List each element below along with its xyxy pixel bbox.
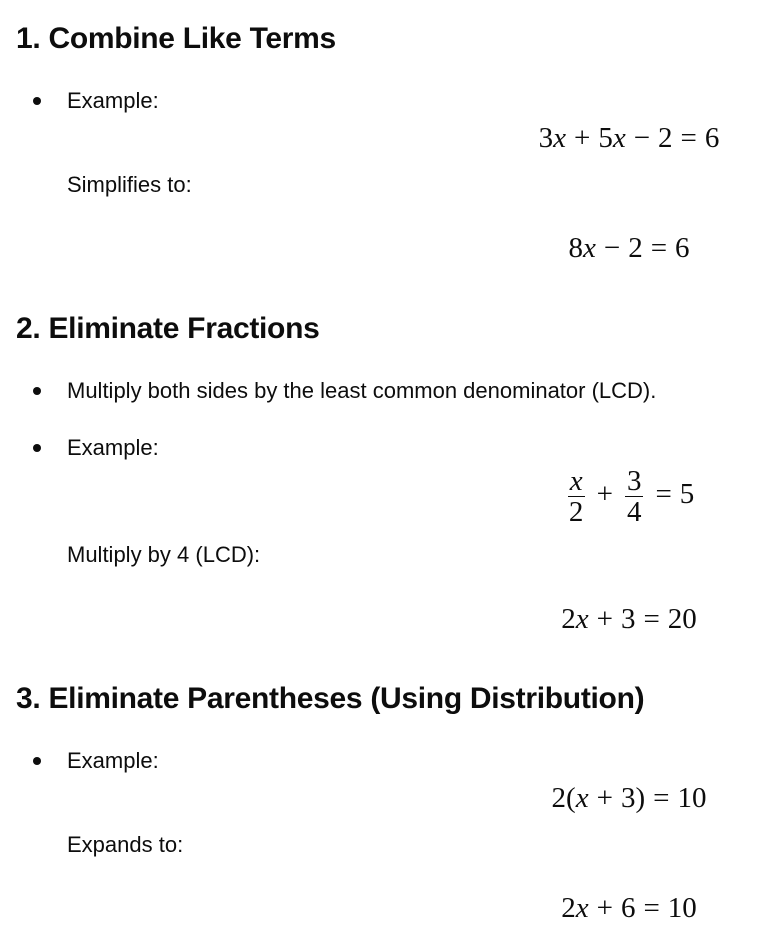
bullet-dot — [33, 444, 41, 452]
eq-rhs: 6 — [675, 232, 690, 264]
simplifies-to-text: Simplifies to: — [67, 172, 192, 197]
equation-fraction-cleared — [67, 603, 776, 636]
eq-rhs: 10 — [667, 892, 697, 924]
example-label: Example: — [67, 88, 159, 113]
eq-rhs: 10 — [677, 782, 707, 814]
eq-term: 8 — [568, 232, 583, 264]
eq-equals: = — [650, 232, 668, 264]
section-1-heading: 1. Combine Like Terms — [16, 22, 336, 55]
right-paren: ) — [635, 782, 646, 814]
fraction — [568, 466, 585, 527]
eq-rhs: 20 — [667, 603, 697, 635]
eq-term: 3 — [620, 603, 636, 635]
eq-term: 3 — [538, 122, 554, 154]
bullet-dot — [33, 387, 41, 395]
eq-term: 6 — [620, 892, 636, 924]
eq-operator: − — [633, 122, 651, 154]
eq-term: 2 — [658, 122, 673, 154]
equation-parentheses-original — [67, 782, 776, 815]
fraction — [625, 466, 644, 527]
equation-fraction-original — [67, 466, 776, 527]
section-2-heading: 2. Eliminate Fractions — [16, 312, 320, 345]
eq-variable: x — [582, 232, 596, 264]
equation-combine-original — [67, 122, 776, 155]
eq-equals: = — [680, 122, 697, 154]
eq-variable: x — [553, 122, 566, 154]
fraction-denominator: 4 — [626, 496, 642, 528]
fraction-numerator: 3 — [626, 465, 642, 497]
eq-operator: + — [573, 122, 591, 154]
example-label: Example: — [67, 748, 159, 773]
eq-variable: x — [612, 122, 626, 154]
eq-rhs: 5 — [679, 478, 695, 511]
multiply-by-lcd-text: Multiply by 4 (LCD): — [67, 542, 261, 567]
eq-operator: + — [596, 782, 613, 814]
eq-operator: − — [603, 232, 621, 264]
bullet-dot — [33, 757, 41, 765]
eq-term: 5 — [598, 122, 613, 154]
eq-variable: x — [575, 782, 589, 814]
fraction-numerator: x — [569, 465, 583, 497]
expands-to-text: Expands to: — [67, 832, 184, 857]
eq-operator: + — [596, 478, 613, 511]
eq-operator: + — [596, 603, 613, 635]
bullet-dot — [33, 97, 41, 105]
eq-equals: = — [643, 603, 660, 635]
eq-term: 3 — [620, 782, 636, 814]
equation-combine-simplified — [67, 232, 776, 265]
eq-rhs: 6 — [704, 122, 720, 154]
eq-equals: = — [655, 478, 672, 511]
eq-equals: = — [653, 782, 670, 814]
eq-term: 2 — [551, 782, 567, 814]
eq-operator: + — [596, 892, 613, 924]
section-3-heading: 3. Eliminate Parentheses (Using Distribution) — [16, 682, 645, 715]
left-paren: ( — [566, 782, 576, 814]
fraction-denominator: 2 — [568, 496, 584, 528]
eq-equals: = — [643, 892, 660, 924]
eq-term: 2 — [561, 892, 576, 924]
equation-parentheses-expanded — [67, 892, 776, 925]
eq-variable: x — [575, 603, 589, 635]
example-label: Example: — [67, 435, 159, 460]
eq-variable: x — [575, 892, 589, 924]
eq-term: 2 — [561, 603, 576, 635]
lcd-instruction: Multiply both sides by the least common denominator (LCD). — [67, 378, 657, 403]
eq-term: 2 — [628, 232, 643, 264]
